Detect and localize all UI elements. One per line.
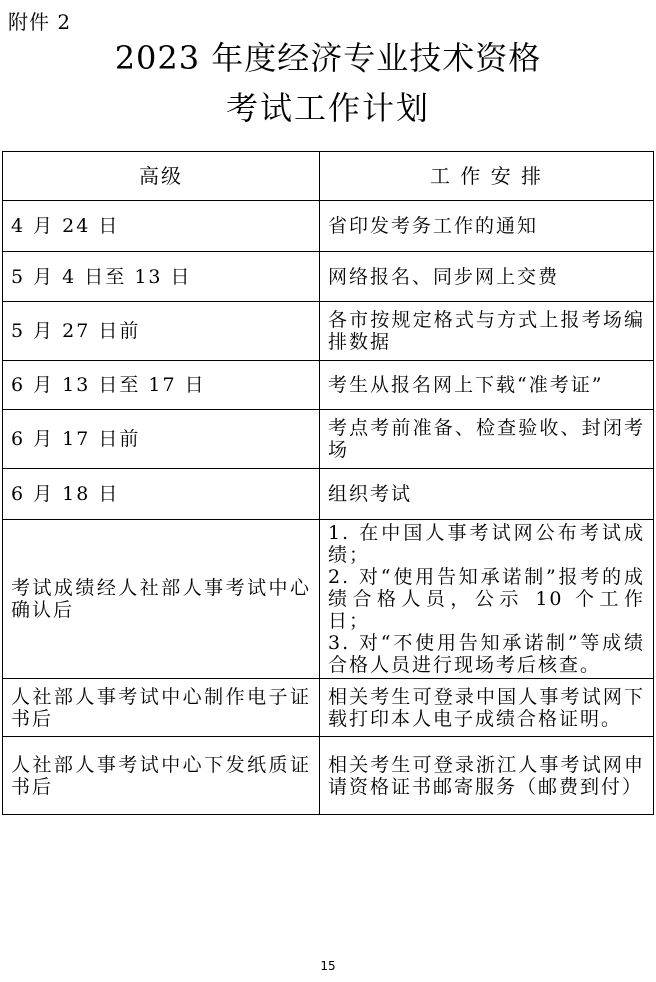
row-time: 人社部人事考试中心制作电子证书后 (3, 679, 320, 737)
row-time: 5 月 27 日前 (3, 302, 320, 361)
row-work: 组织考试 (320, 469, 654, 520)
page-number: 15 (320, 959, 336, 973)
header-level: 高级 (3, 152, 320, 201)
row-time: 5 月 4 日至 13 日 (3, 252, 320, 302)
row-work: 省印发考务工作的通知 (320, 201, 654, 252)
page-title: 2023 年度经济专业技术资格 (114, 39, 542, 77)
row-work: 相关考生可登录浙江人事考试网申请资格证书邮寄服务（邮费到付） (320, 737, 654, 815)
attachment-label: 附件 2 (8, 10, 72, 34)
row-work: 网络报名、同步网上交费 (320, 252, 654, 302)
table-row (3, 737, 654, 815)
page-subtitle: 考试工作计划 (225, 89, 430, 127)
row-work: 各市按规定格式与方式上报考场编排数据 (320, 302, 654, 361)
row-time: 人社部人事考试中心下发纸质证书后 (3, 737, 320, 815)
table-row (3, 520, 654, 679)
header-work-arrangement: 工 作 安 排 (320, 152, 654, 201)
table-row (3, 361, 654, 410)
row-work: 相关考生可登录中国人事考试网下载打印本人电子成绩合格证明。 (320, 679, 654, 737)
table-row (3, 410, 654, 469)
schedule-table (2, 151, 654, 815)
row-work: 1. 在中国人事考试网公布考试成绩； 2. 对“使用告知承诺制”报考的成绩合格人员，公示 10 个工作日； 3. 对“不使用告知承诺制”等成绩合格人员进行现场考后核查。 (320, 520, 654, 679)
table-row (3, 679, 654, 737)
row-work: 考生从报名网上下载“准考证” (320, 361, 654, 410)
row-time: 6 月 18 日 (3, 469, 320, 520)
row-time: 6 月 17 日前 (3, 410, 320, 469)
row-time: 4 月 24 日 (3, 201, 320, 252)
row-work: 考点考前准备、检查验收、封闭考场 (320, 410, 654, 469)
row-time: 考试成绩经人社部人事考试中心确认后 (3, 520, 320, 679)
table-row (3, 201, 654, 252)
table-row (3, 469, 654, 520)
table-row (3, 302, 654, 361)
table-row (3, 252, 654, 302)
row-time: 6 月 13 日至 17 日 (3, 361, 320, 410)
table-header-row (3, 152, 654, 201)
